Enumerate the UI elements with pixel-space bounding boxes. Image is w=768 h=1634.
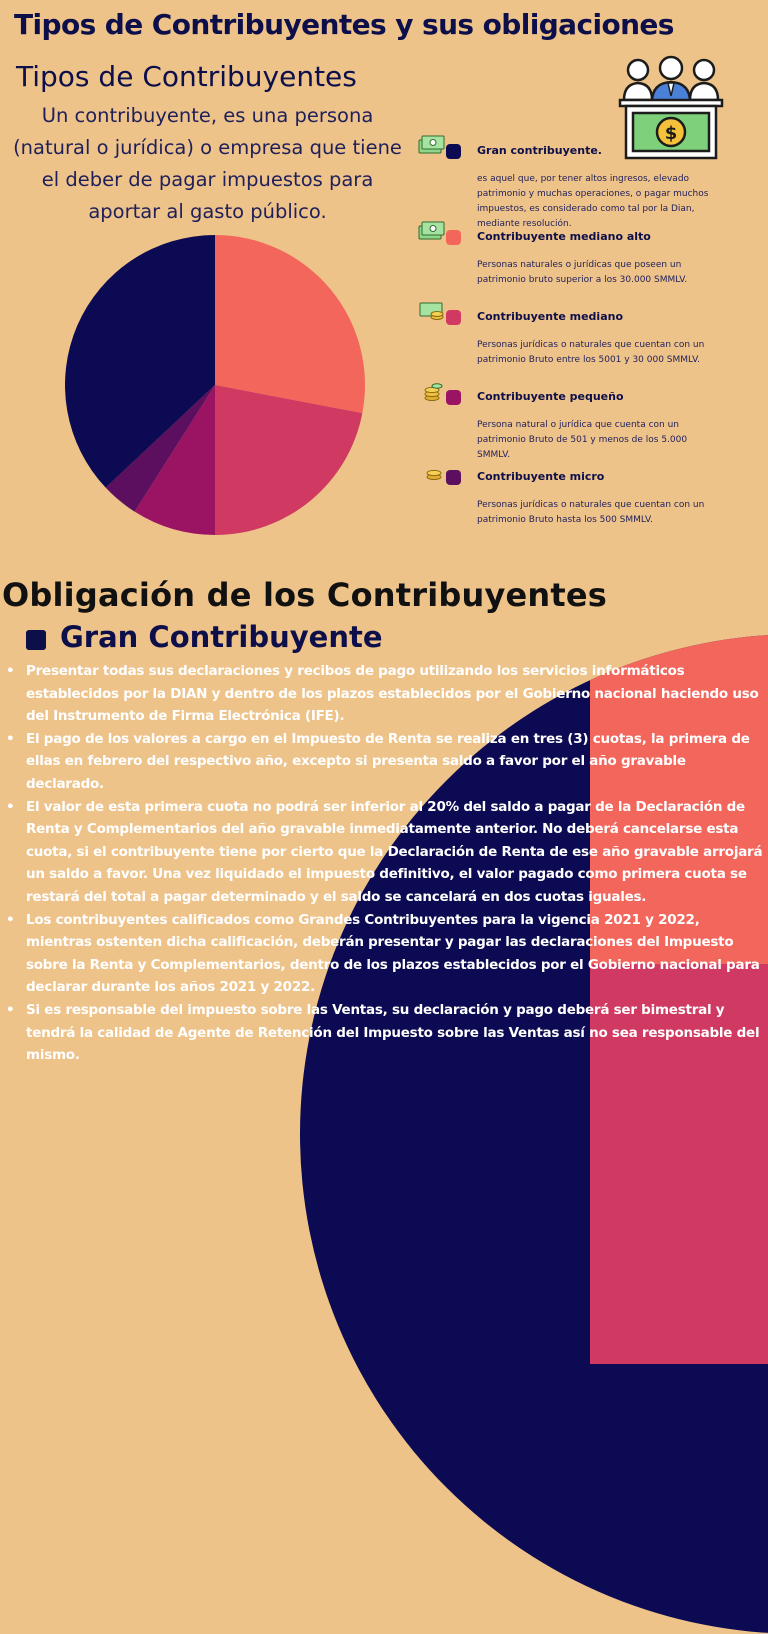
section-heading-obligations: Obligación de los Contribuyentes (2, 576, 608, 614)
legend-title: Contribuyente mediano (477, 310, 624, 323)
legend-swatch (446, 310, 461, 325)
list-item: • Si es responsable del impuesto sobre las Ventas, su declaración y pago deberá ser bimestral y tendrá la calidad de Agente de Retención del Impuesto sobre las Ventas así no sea responsable del mismo. (6, 999, 766, 1067)
legend-description: Personas jurídicas o naturales que cuentan con un patrimonio Bruto hasta los 500 SMMLV. (477, 500, 705, 525)
banknotes-coins-icon (418, 300, 446, 322)
legend-description: Personas jurídicas o naturales que cuentan con un patrimonio Bruto entre los 5001 y 30 000 SMMLV. (477, 340, 705, 365)
coins-icon (418, 460, 446, 482)
list-item: • El valor de esta primera cuota no podrá ser inferior al 20% del saldo a pagar de la Declaración de Renta y Complementarios del año gravable inmediatamente anterior. No deberá cancelarse esta cuota, si el contribuyente tiene por cierto que la Declaración de Renta de ese año gravable arrojará un saldo a favor. Una vez liquidado el impuesto definitivo, el valor pagado como primera cuota se restará del total a pagar determinado y el saldo se cancelará en dos cuotas iguales. (6, 796, 766, 909)
legend-swatch (446, 390, 461, 405)
coins-stack-icon (418, 380, 446, 402)
pie-chart (50, 220, 380, 550)
legend-title: Contribuyente pequeño (477, 390, 624, 403)
section-heading-types: Tipos de Contribuyentes (16, 60, 357, 93)
subheading-gran-contribuyente: Gran Contribuyente (60, 620, 383, 654)
legend-swatch (446, 230, 461, 245)
obligations-list (6, 660, 766, 1067)
banknotes-icon (418, 134, 446, 156)
legend-title: Contribuyente micro (477, 470, 605, 483)
list-item: • Los contribuyentes calificados como Grandes Contribuyentes para la vigencia 2021 y 2022, mientras ostenten dicha calificación, deberán presentar y pagar las declaraciones del Impuesto sobre la Renta y Complementarios, dentro de los plazos establecidos por el Gobierno nacional para declarar durante los años 2021 y 2022. (6, 909, 766, 999)
legend-description: es aquel que, por tener altos ingresos, elevado patrimonio y muchas operaciones, o pagar muchos impuestos, es considerado como tal por la Dian, mediante resolución. (477, 174, 709, 229)
intro-text: Un contribuyente, es una persona (natural o jurídica) o empresa que tiene el deber de pagar impuestos para aportar al gasto público. (13, 104, 402, 223)
legend-description: Persona natural o jurídica que cuenta con un patrimonio Bruto de 501 y menos de los 5.000 SMMLV. (477, 420, 688, 460)
banknotes-icon (418, 220, 446, 242)
bullet-square (26, 630, 46, 650)
list-item: • El pago de los valores a cargo en el Impuesto de Renta se realiza en tres (3) cuotas, la primera de ellas en febrero del respectivo año, excepto si presenta saldo a favor por el año gravable declarado. (6, 728, 766, 796)
legend-description: Personas naturales o jurídicas que poseen un patrimonio bruto superior a los 30.000 SMMLV. (477, 260, 688, 285)
legend-title: Gran contribuyente. (477, 144, 602, 157)
legend-swatch (446, 144, 461, 159)
page-title: Tipos de Contribuyentes y sus obligaciones (14, 8, 674, 41)
pie-slice-mediano-alto (215, 235, 365, 413)
svg-text:$: $ (664, 123, 678, 144)
legend-title: Contribuyente mediano alto (477, 230, 651, 243)
list-item: • Presentar todas sus declaraciones y recibos de pago utilizando los servicios informáticos establecidos por la DIAN y dentro de los plazos establecidos por el Gobierno nacional haciendo uso del Instrumento de Firma Electrónica (IFE). (6, 660, 766, 728)
people-behind-money-desk-icon (616, 54, 726, 162)
legend-swatch (446, 470, 461, 485)
